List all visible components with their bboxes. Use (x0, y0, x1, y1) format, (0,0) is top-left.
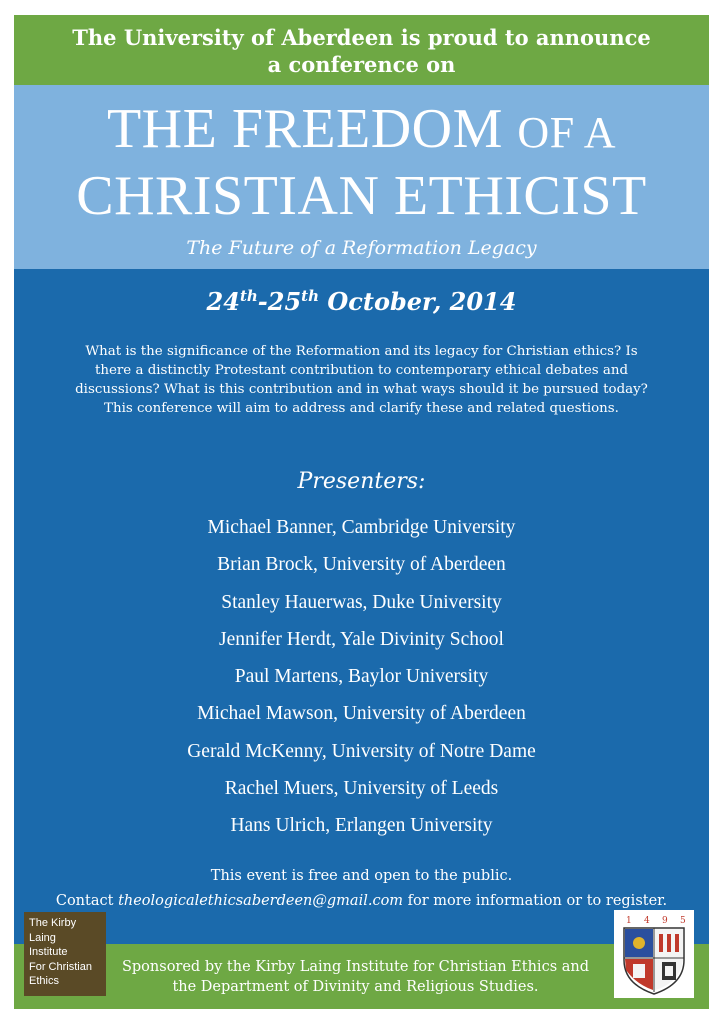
logo-line: Ethics (29, 975, 59, 987)
contact-email: theologicalethicsaberdeen@gmail.com (118, 893, 404, 909)
contact-line (14, 893, 709, 909)
date-ordinal-1: th (239, 287, 258, 305)
free-event-notice: This event is free and open to the public. (210, 868, 513, 884)
title-main-words: THE FREEDOM (106, 98, 503, 160)
presenter-item: Gerald McKenny, University of Notre Dame (187, 740, 536, 762)
sponsor-line-1: Sponsored by the Kirby Laing Institute for Christian Ethics and (121, 959, 590, 975)
crest-year-digit: 5 (680, 916, 686, 926)
presenter-list (14, 516, 709, 852)
logo-line: The Kirby (29, 917, 77, 929)
conference-title-line-2: CHRISTIAN ETHICIST (76, 165, 647, 227)
crest-year-digit: 9 (662, 916, 668, 926)
announcement-line-2: a conference on (267, 52, 456, 77)
intro-paragraph (36, 342, 687, 418)
conference-subtitle: The Future of a Reformation Legacy (186, 237, 537, 259)
presenters-heading: Presenters: (297, 469, 426, 494)
presenter-item: Rachel Muers, University of Leeds (224, 778, 499, 800)
conference-poster (14, 15, 709, 1009)
main-content (14, 269, 709, 944)
presenter-item: Jennifer Herdt, Yale Divinity School (219, 628, 504, 650)
sponsor-banner (14, 944, 709, 1009)
intro-line: discussions? What is this contribution and in what ways should it be pursued today? (75, 382, 648, 397)
kirby-laing-logo (24, 912, 106, 996)
date-day-2: 25 (267, 287, 302, 316)
presenter-item: Hans Ulrich, Erlangen University (230, 815, 493, 837)
conference-title-line-1 (14, 97, 709, 165)
announcement-banner (14, 15, 709, 85)
conference-date (14, 287, 709, 316)
announcement-line-1: The University of Aberdeen is proud to announce (72, 25, 651, 50)
title-small-words: OF A (517, 108, 617, 157)
intro-line: What is the significance of the Reformation and its legacy for Christian ethics? Is (85, 344, 638, 359)
logo-line: Laing (29, 931, 56, 944)
date-day-1: 24 (206, 287, 240, 316)
contact-prefix: Contact (55, 893, 119, 909)
presenter-item: Paul Martens, Baylor University (234, 666, 489, 688)
date-month-year: October, 2014 (327, 287, 517, 316)
university-crest (614, 910, 694, 998)
sponsor-text (102, 957, 609, 997)
contact-suffix: for more information or to register. (403, 893, 668, 909)
presenter-item: Michael Banner, Cambridge University (207, 517, 516, 538)
sponsor-line-2: the Department of Divinity and Religious Studies. (172, 979, 539, 995)
presenter-item: Brian Brock, University of Aberdeen (217, 554, 506, 576)
date-dash: - (257, 287, 268, 316)
intro-line: This conference will aim to address and clarify these and related questions. (104, 401, 619, 416)
presenter-item: Stanley Hauerwas, Duke University (221, 591, 502, 613)
intro-line: there a distinctly Protestant contribution to contemporary ethical debates and (94, 363, 629, 378)
crest-year-digit: 1 (626, 916, 632, 926)
presenter-item: Michael Mawson, University of Aberdeen (197, 703, 526, 725)
logo-line: For Christian (29, 960, 92, 973)
logo-line: Institute (29, 946, 68, 958)
date-ordinal-2: th (301, 287, 320, 305)
title-band (14, 85, 709, 269)
crest-year-digit: 4 (644, 916, 650, 926)
crest-icon (614, 910, 694, 998)
